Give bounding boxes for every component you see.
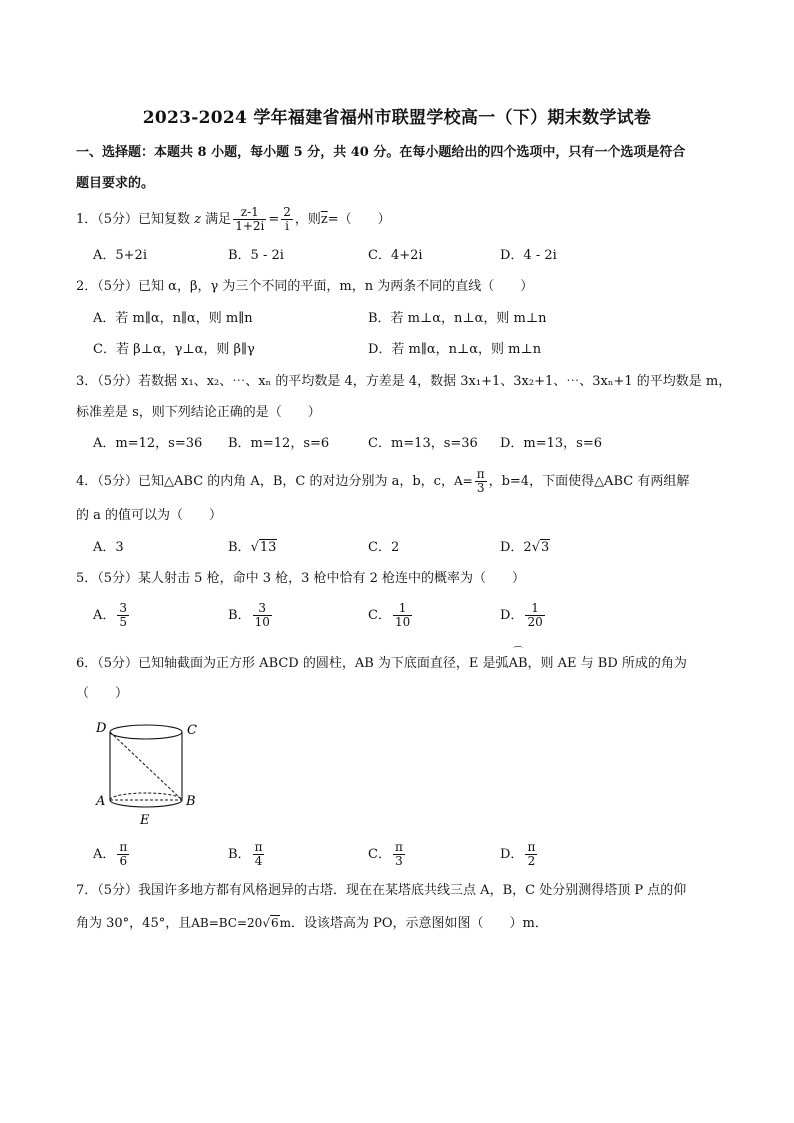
q2-option-c[interactable]: C．若 β⊥α，γ⊥α，则 β∥γ: [93, 342, 255, 357]
q6-d-den: 2: [527, 854, 536, 868]
arc-mark-icon: ⌒: [513, 647, 524, 658]
q7-sqrt: 6: [270, 916, 279, 930]
question-2-stem: 2．（5分）已知 α，β，γ 为三个不同的平面，m，n 为两条不同的直线（ ）: [76, 279, 534, 294]
q4-frac-num: π: [476, 467, 485, 481]
q5-option-a-label: A．: [93, 608, 116, 623]
q4-b-eq: ，b=4，下面使得△ABC 有两组解: [488, 474, 690, 489]
bottom-back-arc: [110, 793, 182, 800]
label-b: B: [186, 794, 196, 809]
q5-option-a-frac: [117, 602, 129, 629]
q4-option-b[interactable]: B．√13: [228, 540, 277, 555]
q7-eq: AB=BC=20: [191, 916, 263, 930]
q4-option-a[interactable]: A．3: [93, 540, 124, 555]
question-6-stem-line1: [76, 647, 687, 674]
q5-option-b[interactable]: [228, 602, 274, 629]
q4-option-c[interactable]: C．2: [368, 540, 400, 555]
q6-option-a-frac: [117, 841, 129, 868]
q1-fraction-2: [281, 206, 293, 233]
q5-d-num: 1: [525, 602, 544, 616]
q6-option-d-label: D．: [500, 847, 524, 862]
question-7-stem-line2: 角为 30°，45°，且AB=BC=20√6m．设该塔高为 PO，示意图如图（ ）m．: [76, 916, 548, 931]
q5-b-den: 10: [254, 615, 270, 629]
q7-line2a: 角为 30°，45°，且: [76, 916, 192, 931]
q1-option-a[interactable]: A．5+2i: [93, 248, 147, 263]
q5-option-c[interactable]: [368, 602, 414, 629]
q5-option-b-frac: [253, 602, 272, 629]
question-3-stem-line2: 标准差是 s，则下列结论正确的是（ ）: [76, 405, 321, 420]
top-ellipse: [110, 725, 182, 739]
q3-option-d[interactable]: D．m=13，s=6: [500, 436, 603, 451]
q7-line2b: ．设该塔高为 PO，示意图如图（ ）m．: [291, 916, 548, 931]
q1-mid: 满足: [201, 212, 232, 227]
label-c: C: [187, 723, 197, 738]
q6-d-num: π: [527, 840, 536, 854]
q1-eq: =: [268, 212, 280, 227]
page-title: 2023-2024 学年福建省福州市联盟学校高一（下）期末数学试卷: [142, 108, 652, 128]
section-heading-line1: 一、选择题：本题共 8 小题，每小题 5 分，共 40 分。在每小题给出的四个选项中，只有一个选项是符合: [76, 145, 686, 160]
q3-option-a[interactable]: A．m=12，s=36: [93, 436, 203, 451]
q4-frac-den: 3: [476, 481, 485, 495]
question-6-stem-line2: （ ）: [76, 686, 129, 701]
q7-unit: m: [279, 916, 291, 930]
q6-b-num: π: [254, 840, 263, 854]
q5-a-den: 5: [119, 615, 128, 629]
q6-option-c[interactable]: [368, 841, 407, 868]
cylinder-figure: [92, 712, 212, 832]
q1-post: ，则: [294, 212, 321, 227]
q1-zbar: $\overline{z}$: [320, 212, 328, 227]
diagonal-bd: [110, 732, 182, 800]
q6-a-num: π: [119, 840, 128, 854]
question-4-stem-line1: [76, 468, 689, 495]
q3-option-c[interactable]: C．m=13，s=36: [368, 436, 478, 451]
q2-option-d[interactable]: D．若 m∥α，n⊥α，则 m⊥n: [368, 342, 542, 357]
q5-option-b-label: B．: [228, 608, 251, 623]
q1-pre: 1．（5分）已知复数: [76, 212, 195, 227]
q1-option-d[interactable]: D．4 - 2i: [500, 248, 557, 263]
q5-option-c-frac: [393, 602, 412, 629]
question-4-stem-line2: 的 a 的值可以为（ ）: [76, 508, 223, 523]
q4-option-b-sqrt: 13: [259, 540, 277, 555]
q6-line1b: ，则 AE 与 BD 所成的角为: [527, 656, 687, 671]
q6-b-den: 4: [254, 854, 263, 868]
q1-frac2-num: 2: [283, 205, 291, 219]
q6-option-c-frac: [393, 841, 405, 868]
bottom-front-arc: [110, 800, 182, 807]
q5-c-den: 10: [394, 615, 411, 629]
q5-c-num: 1: [393, 602, 412, 616]
section-heading-line2: 题目要求的。: [76, 176, 155, 191]
q2-option-a[interactable]: A．若 m∥α，n∥α，则 m∥n: [93, 311, 253, 326]
q5-b-num: 3: [253, 602, 272, 616]
q6-a-den: 6: [119, 854, 128, 868]
question-3-stem-line1: 3．（5分）若数据 x₁、x₂、⋯、xₙ 的平均数是 4，方差是 4，数据 3x₁+1、3x₂+1、⋯、3xₙ+1 的平均数是 m，: [76, 374, 732, 389]
q1-frac1-num: z-1: [233, 206, 266, 220]
question-7-stem-line1: 7．（5分）我国许多地方都有风格迥异的古塔．现在在某塔底共线三点 A，B，C 处分别测得塔顶 P 点的仰: [76, 883, 687, 898]
q1-option-b[interactable]: B．5 - 2i: [228, 248, 284, 263]
q1-fraction-1: [233, 206, 266, 233]
q6-option-b-frac: [253, 841, 265, 868]
q4-option-d-sqrt: 3: [541, 540, 550, 555]
q2-option-b[interactable]: B．若 m⊥α，n⊥α，则 m⊥n: [368, 311, 547, 326]
q5-option-d-frac: [525, 602, 544, 629]
q5-option-c-label: C．: [368, 608, 391, 623]
q3-option-b[interactable]: B．m=12，s=6: [228, 436, 330, 451]
q4-option-d[interactable]: D．2√3: [500, 540, 550, 555]
q4-fraction: [475, 468, 487, 495]
q6-option-d[interactable]: [500, 841, 539, 868]
label-a: A: [96, 794, 106, 809]
q5-d-den: 20: [527, 615, 543, 629]
q6-line1a: 6．（5分）已知轴截面为正方形 ABCD 的圆柱，AB 为下底面直径，E 是弧: [76, 656, 509, 671]
q5-option-d-label: D．: [500, 608, 524, 623]
q6-option-a[interactable]: [93, 841, 131, 868]
q5-option-a[interactable]: [93, 602, 131, 629]
q4-pre: 4．（5分）已知△ABC 的内角 A，B，C 的对边分别为 a，b，c，: [76, 474, 454, 489]
q6-arc: [508, 647, 528, 674]
q6-option-c-label: C．: [368, 847, 391, 862]
q1-end: =（ ）: [327, 212, 391, 227]
q5-option-d[interactable]: [500, 602, 547, 629]
q1-var: z: [194, 212, 202, 227]
q6-option-d-frac: [525, 841, 537, 868]
q6-c-num: π: [394, 840, 403, 854]
q4-option-d-label: D．2: [500, 540, 532, 555]
q5-a-num: 3: [119, 601, 128, 615]
question-1-stem: [76, 206, 391, 233]
question-5-stem: 5．（5分）某人射击 5 枪，命中 3 枪，3 枪中恰有 2 枪连中的概率为（ ）: [76, 571, 526, 586]
label-d: D: [96, 721, 107, 736]
q4-a-eq: A=: [453, 474, 473, 488]
q6-c-den: 3: [395, 854, 403, 868]
q6-option-a-label: A．: [93, 847, 116, 862]
q1-frac2-den: i: [285, 219, 289, 233]
q1-option-c[interactable]: C．4+2i: [368, 248, 423, 263]
q1-frac1-den: 1+2i: [235, 219, 265, 233]
q4-option-b-label: B．: [228, 540, 251, 555]
label-e: E: [140, 813, 150, 828]
q6-option-b[interactable]: [228, 841, 266, 868]
q6-option-b-label: B．: [228, 847, 251, 862]
q6-arc-label: AB: [508, 656, 528, 671]
